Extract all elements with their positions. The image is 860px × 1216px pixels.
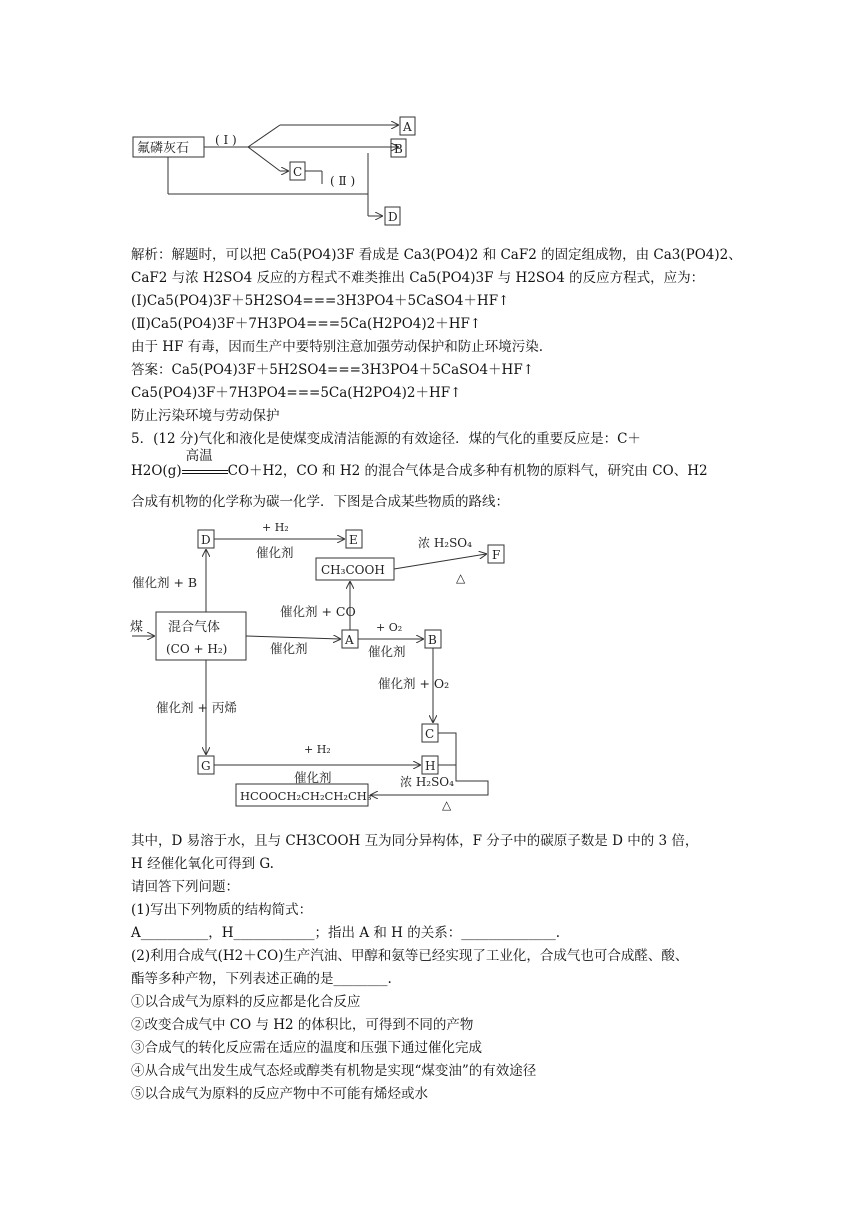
diagram1-node-b: B — [394, 142, 403, 156]
node-g: G — [201, 759, 211, 773]
fluorapatite-flow-diagram — [120, 108, 430, 236]
diagram1-source-label: 氟磷灰石 — [137, 141, 190, 156]
e-to-f-heat: △ — [456, 571, 466, 585]
b-to-c-reagent: 催化剂 + O₂ — [378, 676, 450, 691]
info-line-2: H 经催化氧化可得到 G. — [131, 856, 274, 872]
a-to-e-reagent: 催化剂 + CO — [280, 604, 356, 619]
g-to-h-reagent: + H₂ — [304, 743, 331, 756]
info-line-1: 其中，D 易溶于水，且与 CH3COOH 互为同分异构体，F 分子中的碳原子数是 D 中的 3 倍， — [131, 833, 699, 849]
h-to-ester-reagent: 浓 H₂SO₄ — [400, 775, 454, 789]
option-5: ⑤以合成气为原料的反应产物中不可能有烯烃或水 — [131, 1086, 428, 1102]
node-a: A — [345, 633, 354, 647]
question-5-line-1: 5．(12 分)气化和液化是使煤变成清洁能源的有效途径．煤的气化的重要反应是：C＋ — [131, 431, 641, 447]
diagram1-step2-label: ( Ⅱ ) — [330, 174, 356, 188]
a-to-b-catalyst: 催化剂 — [368, 644, 406, 659]
node-c: C — [425, 727, 435, 741]
question-5-line-2 — [131, 447, 708, 481]
question-2-line-2: 酯等多种产物，下列表述正确的是________. — [131, 971, 392, 987]
option-1: ①以合成气为原料的反应都是化合反应 — [131, 994, 361, 1010]
h-to-ester-heat: △ — [442, 798, 452, 812]
e-to-f-reagent: 浓 H₂SO₄ — [418, 536, 472, 550]
node-b: B — [428, 633, 437, 647]
reaction-condition: 高温 — [185, 447, 213, 464]
reaction-products: CO＋H2，CO 和 H2 的混合气体是合成多种有机物的原料气，研究由 CO、H2 — [227, 463, 708, 479]
question-5-line-3: 合成有机物的化学称为碳一化学．下图是合成某些物质的路线： — [131, 494, 509, 510]
d-to-e-reagent: + H₂ — [262, 521, 289, 534]
a-to-b-reagent: + O₂ — [376, 621, 403, 634]
answer-line-1: 答案：Ca5(PO4)3F＋5H2SO4===3H3PO4＋5CaSO4＋HF↑ — [131, 362, 535, 378]
solution-para-1a: 解析：解题时，可以把 Ca5(PO4)3F 看成是 Ca3(PO4)2 和 CaF2 的固定组成物，由 Ca3(PO4)2、 — [131, 247, 742, 263]
node-d: D — [201, 533, 211, 547]
diagram1-node-a: A — [403, 120, 412, 134]
acetic-acid-box-label: CH₃COOH — [321, 563, 385, 577]
node-h: H — [425, 759, 436, 773]
option-2: ②改变合成气中 CO 与 H2 的体积比，可得到不同的产物 — [131, 1017, 474, 1033]
node-e: E — [349, 533, 358, 547]
option-4: ④从合成气出发生成气态烃或醇类有机物是实现“煤变油”的有效途径 — [131, 1063, 537, 1079]
option-3: ③合成气的转化反应需在适应的温度和压强下通过催化完成 — [131, 1040, 482, 1056]
solution-para-1b: CaF2 与浓 H2SO4 反应的方程式不难类推出 Ca5(PO4)3F 与 H2SO4 的反应方程式，应为： — [131, 270, 705, 286]
answer-line-2: Ca5(PO4)3F＋7H3PO4===5Ca(H2PO4)2＋HF↑ — [131, 385, 462, 401]
g-to-h-catalyst: 催化剂 — [294, 770, 332, 785]
mix-to-a-catalyst: 催化剂 — [270, 641, 308, 656]
solution-eq-2: (Ⅱ)Ca5(PO4)3F＋7H3PO4===5Ca(H2PO4)2＋HF↑ — [131, 316, 482, 332]
reactant-water: H2O(g) — [131, 463, 182, 479]
coal-label: 煤 — [130, 620, 144, 635]
question-1-blanks: A__________，H____________；指出 A 和 H 的关系：______________. — [131, 925, 561, 941]
reaction-arrow — [182, 447, 228, 479]
diagram1-step1-label: ( Ⅰ ) — [215, 133, 237, 147]
solution-eq-1: (Ⅰ)Ca5(PO4)3F＋5H2SO4===3H3PO4＋5CaSO4＋HF↑ — [131, 293, 510, 309]
mixed-gas-formula: (CO + H₂) — [166, 642, 228, 656]
diagram1-node-c: C — [293, 165, 303, 179]
mix-to-d-reagent: 催化剂 + B — [132, 575, 198, 590]
d-to-e-catalyst: 催化剂 — [256, 545, 294, 560]
node-f: F — [492, 548, 501, 562]
synthesis-route-diagram — [128, 516, 501, 816]
prompt-line: 请回答下列问题： — [131, 879, 239, 895]
diagram1-node-d: D — [388, 210, 398, 224]
solution-note: 由于 HF 有毒，因而生产中要特别注意加强劳动保护和防止环境污染. — [131, 339, 544, 355]
mix-to-g-reagent: 催化剂 + 丙烯 — [156, 700, 237, 715]
question-1: (1)写出下列物质的结构简式： — [131, 902, 313, 918]
answer-line-3: 防止污染环境与劳动保护 — [131, 408, 280, 424]
mixed-gas-label: 混合气体 — [168, 620, 221, 635]
question-2-line-1: (2)利用合成气(H2＋CO)生产汽油、甲醇和氨等已经实现了工业化，合成气也可合成醛、酸、 — [131, 948, 689, 964]
ester-product-label: HCOOCH₂CH₂CH₂CH₃ — [240, 789, 372, 803]
